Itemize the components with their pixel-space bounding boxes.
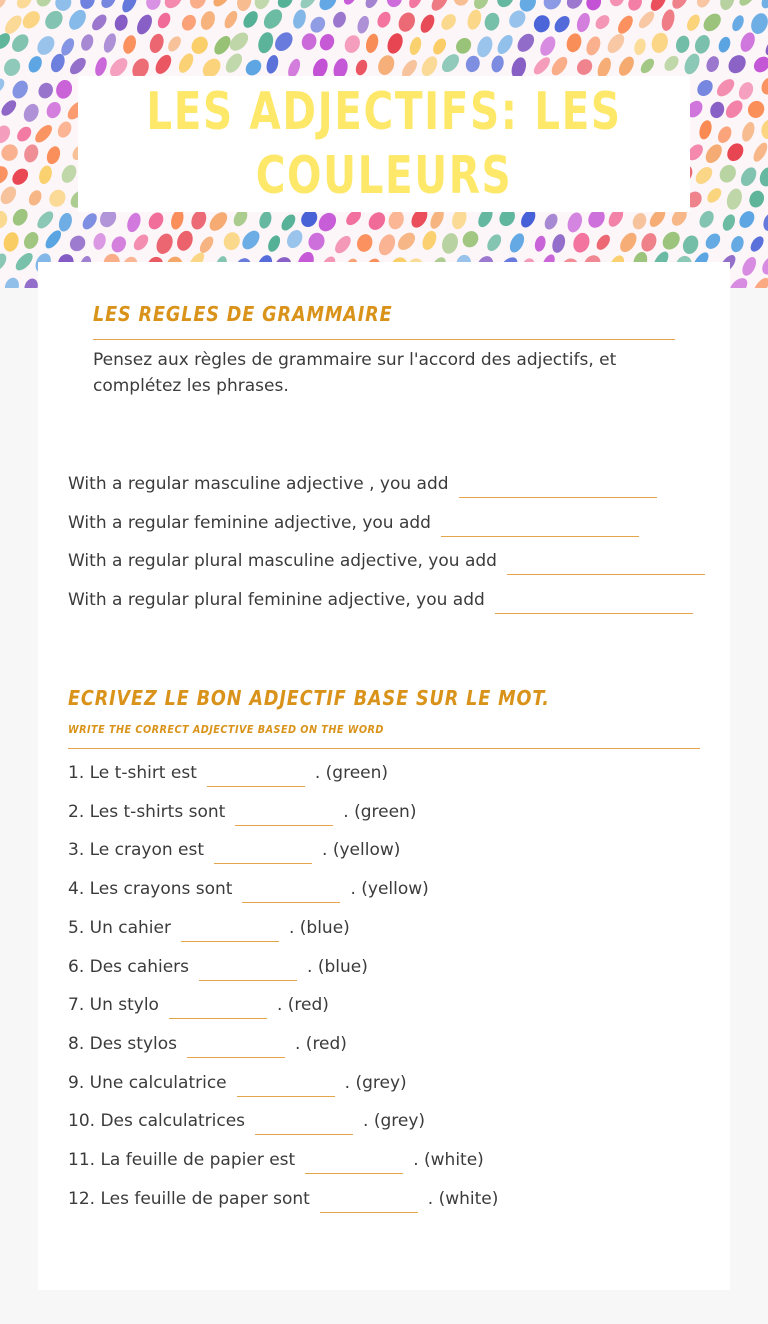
paint-dot — [565, 210, 585, 234]
paint-dot — [365, 209, 388, 233]
paint-dot — [45, 144, 63, 166]
rule-text: With a regular masculine adjective , you add — [68, 474, 449, 494]
paint-dot — [607, 0, 626, 8]
question-row — [68, 953, 368, 981]
paint-dot — [265, 54, 281, 75]
paint-dot — [113, 13, 130, 33]
paint-dot — [78, 0, 97, 11]
rule-text: With a regular plural masculine adjective, you add — [68, 551, 497, 571]
paint-dot — [669, 0, 691, 12]
question-prompt: 2. Les t-shirts sont — [68, 801, 226, 822]
question-prompt: 11. La feuille de papier est — [68, 1150, 296, 1170]
paint-dot — [748, 234, 766, 254]
paint-dot — [34, 33, 58, 58]
paint-dot — [271, 29, 296, 55]
paint-dot — [692, 164, 715, 187]
paint-dot — [533, 235, 547, 253]
answer-blank[interactable] — [459, 475, 657, 498]
paint-dot — [494, 0, 517, 10]
question-prompt: 1. Le t-shirt est — [68, 763, 197, 783]
color-hint: . (yellow) — [322, 840, 401, 861]
paint-dot — [260, 6, 286, 32]
color-hint: . (blue) — [288, 917, 350, 938]
paint-dot — [10, 206, 31, 228]
paint-dot — [121, 34, 138, 56]
paint-dot — [453, 35, 474, 57]
paint-dot — [341, 0, 358, 7]
paint-dot — [385, 31, 406, 56]
paint-dot — [724, 187, 744, 212]
paint-dot — [630, 211, 648, 231]
paint-dot — [617, 230, 640, 255]
paint-dot — [483, 11, 502, 32]
answer-blank[interactable] — [214, 841, 312, 864]
paint-dot — [682, 51, 703, 76]
paint-dot — [745, 98, 767, 121]
paint-dot — [419, 54, 441, 79]
paint-dot — [385, 0, 405, 9]
paint-dot — [89, 12, 109, 33]
paint-dot — [279, 212, 298, 233]
paint-dot — [375, 10, 393, 30]
paint-dot — [179, 12, 198, 33]
question-prompt: 6. Des cahiers — [68, 956, 190, 977]
paint-dot — [354, 232, 374, 254]
paint-dot — [531, 13, 552, 35]
paint-dot — [222, 51, 245, 76]
paint-dot — [717, 35, 733, 54]
paint-dot — [751, 53, 768, 75]
paint-dot — [697, 119, 713, 141]
paint-dot — [109, 234, 129, 255]
color-hint: . (yellow) — [350, 879, 429, 900]
paint-dot — [331, 10, 348, 30]
paint-dot — [459, 228, 481, 251]
paint-dot — [187, 0, 209, 11]
paint-dot — [57, 211, 75, 233]
paint-dot — [59, 162, 80, 185]
paint-dot — [564, 31, 583, 54]
paint-dot — [474, 34, 495, 59]
paint-dot — [638, 231, 659, 254]
paint-dot — [165, 34, 183, 54]
answer-blank[interactable] — [255, 1112, 353, 1135]
paint-dot — [761, 212, 768, 233]
paint-dot — [716, 162, 739, 186]
paint-dot — [537, 34, 558, 58]
paint-dot — [428, 0, 451, 14]
paint-dot — [704, 54, 721, 74]
paint-dot — [540, 0, 565, 13]
paint-dot — [395, 229, 419, 253]
paint-dot — [684, 12, 702, 33]
paint-dot — [13, 250, 36, 273]
paint-dot — [757, 165, 768, 189]
paint-dot — [626, 0, 645, 13]
paint-dot — [9, 78, 31, 101]
paint-dot — [465, 8, 483, 31]
paint-dot — [67, 55, 89, 77]
paint-dot — [636, 9, 657, 31]
question-row — [68, 991, 329, 1019]
paint-dot — [494, 32, 515, 56]
question-prompt: 9. Une calculatrice — [68, 1072, 227, 1093]
paint-dot — [729, 234, 746, 254]
paint-dot — [418, 12, 437, 35]
color-hint: . (red) — [276, 995, 329, 1016]
paint-dot — [342, 33, 363, 56]
paint-dot — [275, 0, 296, 11]
rule-text: With a regular plural feminine adjective, you add — [68, 590, 485, 610]
paint-dot — [161, 0, 185, 11]
paint-dot — [9, 31, 32, 55]
paint-dot — [730, 13, 746, 32]
color-hint: . (red) — [295, 1033, 347, 1054]
paint-dot — [718, 0, 737, 12]
paint-dot — [1, 230, 21, 253]
answer-blank[interactable] — [305, 1151, 403, 1174]
paint-dot — [92, 232, 108, 252]
paint-dot — [332, 233, 354, 256]
color-hint: . (grey) — [344, 1072, 407, 1093]
paint-dot — [98, 0, 118, 11]
paint-dot — [507, 231, 527, 255]
paint-dot — [736, 80, 756, 102]
paint-dot — [256, 30, 276, 55]
paint-dot — [222, 9, 240, 30]
paint-dot — [680, 233, 701, 256]
paint-dot — [659, 228, 683, 253]
answer-blank[interactable] — [187, 1035, 285, 1058]
paint-dot — [633, 37, 648, 56]
question-row — [68, 1185, 498, 1213]
paint-dot — [134, 12, 155, 37]
paint-dot — [408, 36, 424, 57]
paint-dot — [307, 14, 328, 36]
color-hint: . (blue) — [307, 956, 368, 977]
question-row — [68, 759, 388, 787]
paint-dot — [407, 0, 425, 10]
paint-dot — [594, 232, 613, 252]
paint-dot — [724, 140, 747, 164]
paint-dot — [300, 31, 319, 52]
paint-dot — [298, 0, 320, 11]
paint-dot — [3, 276, 22, 288]
rule-row — [68, 586, 693, 614]
paint-dot — [21, 230, 41, 252]
paint-dot — [221, 230, 242, 252]
paint-dot — [738, 30, 758, 54]
paint-dot — [574, 56, 596, 78]
paint-dot — [291, 8, 308, 30]
answer-blank[interactable] — [441, 514, 639, 537]
paint-dot — [484, 232, 504, 254]
instructions-text: Pensez aux règles de grammaire sur l'accord des adjectifs, et complétez les phrases. — [93, 350, 617, 396]
paint-dot — [240, 8, 260, 30]
worksheet — [38, 262, 730, 1290]
paint-dot — [705, 185, 724, 205]
paint-dot — [125, 211, 143, 234]
paint-dot — [723, 97, 746, 121]
paint-dot — [284, 227, 306, 251]
section-divider — [93, 339, 675, 340]
paint-dot — [593, 12, 612, 31]
paint-dot — [34, 0, 55, 9]
answer-blank[interactable] — [199, 958, 297, 981]
paint-dot — [438, 11, 459, 32]
paint-dot — [763, 35, 768, 58]
answer-blank[interactable] — [207, 764, 305, 787]
paint-dot — [22, 143, 40, 165]
paint-dot — [0, 209, 9, 230]
paint-dot — [188, 33, 211, 57]
paint-dot — [146, 210, 167, 232]
paint-dot — [364, 32, 380, 54]
question-prompt: 3. Le crayon est — [68, 840, 205, 861]
question-row — [68, 1107, 425, 1135]
answer-blank[interactable] — [495, 591, 693, 614]
paint-dot — [54, 78, 75, 101]
paint-dot — [306, 230, 327, 252]
paint-dot — [697, 208, 717, 230]
paint-dot — [604, 31, 627, 56]
paint-dot — [67, 232, 89, 254]
question-prompt: 7. Un stylo — [68, 995, 159, 1016]
paint-dot — [198, 9, 217, 32]
paint-dot — [0, 0, 9, 11]
paint-dot — [174, 229, 195, 254]
paint-dot — [740, 255, 759, 278]
paint-dot — [431, 36, 449, 56]
question-prompt: 4. Les crayons sont — [68, 879, 233, 900]
paint-dot — [747, 188, 767, 209]
paint-dot — [46, 187, 69, 210]
paint-dot — [649, 31, 670, 55]
paint-dot — [550, 233, 567, 255]
question-prompt: 5. Un cahier — [68, 917, 171, 938]
paint-dot — [714, 76, 738, 100]
paint-dot — [1, 56, 23, 79]
paint-dot — [239, 227, 263, 252]
paint-dot — [317, 32, 336, 53]
paint-dot — [0, 76, 7, 96]
color-hint: . (grey) — [363, 1111, 426, 1132]
answer-blank[interactable] — [235, 803, 333, 826]
paint-dot — [0, 141, 21, 164]
answer-blank[interactable] — [181, 919, 279, 942]
answer-blank[interactable] — [320, 1190, 418, 1213]
paint-dot — [702, 141, 725, 166]
paint-dot — [119, 0, 139, 15]
paint-dot — [363, 0, 381, 10]
paint-dot — [694, 0, 713, 10]
paint-dot — [759, 118, 768, 141]
paint-dot — [44, 100, 63, 121]
paint-dot — [720, 213, 737, 233]
paint-dot — [206, 209, 230, 234]
answer-blank[interactable] — [507, 552, 705, 575]
paint-dot — [395, 10, 418, 35]
paint-dot — [575, 11, 593, 34]
paint-dot — [692, 33, 712, 56]
paint-dot — [21, 101, 42, 124]
paint-dot — [144, 0, 163, 12]
color-hint: . (white) — [413, 1150, 484, 1170]
paint-dot — [235, 0, 254, 13]
paint-dot — [101, 32, 118, 55]
paint-dot — [700, 10, 724, 34]
color-hint: . (white) — [427, 1188, 499, 1209]
paint-dot — [26, 188, 44, 208]
paint-dot — [440, 231, 461, 256]
paint-dot — [197, 234, 216, 255]
paint-dot — [751, 141, 768, 164]
paint-dot — [34, 209, 56, 232]
paint-dot — [152, 52, 174, 77]
answer-blank[interactable] — [242, 880, 340, 903]
paint-dot — [464, 54, 482, 74]
paint-dot — [638, 56, 657, 75]
paint-dot — [542, 212, 560, 232]
paint-dot — [14, 124, 34, 144]
paint-dot — [355, 14, 370, 35]
paint-dot — [674, 34, 691, 55]
paint-dot — [571, 231, 593, 255]
paint-dot — [147, 32, 166, 55]
question-row — [68, 875, 429, 903]
paint-dot — [316, 0, 340, 13]
paint-dot — [80, 211, 100, 232]
paint-dot — [694, 77, 716, 99]
question-row — [68, 914, 350, 942]
paint-dot — [257, 210, 273, 230]
paint-dot — [386, 209, 406, 232]
paint-dot — [471, 0, 491, 12]
paint-dot — [584, 0, 604, 13]
paint-dot — [0, 184, 19, 207]
paint-dot — [751, 275, 768, 288]
paint-dot — [37, 164, 54, 186]
paint-dot — [79, 33, 95, 53]
paint-dot — [564, 0, 586, 12]
paint-dot — [439, 51, 463, 75]
answer-blank[interactable] — [237, 1074, 335, 1097]
question-prompt: 8. Des stylos — [68, 1033, 177, 1054]
question-row — [68, 1030, 347, 1058]
paint-dot — [153, 231, 175, 256]
paint-dot — [490, 54, 506, 74]
paint-dot — [131, 232, 151, 253]
paint-dot — [55, 119, 74, 140]
rule-row — [68, 470, 657, 498]
paint-dot — [0, 98, 19, 119]
paint-dot — [66, 7, 90, 33]
question-row — [68, 798, 416, 826]
paint-dot — [354, 58, 369, 77]
paint-dot — [737, 0, 759, 8]
paint-dot — [531, 55, 553, 78]
paint-dot — [375, 53, 397, 78]
paint-dot — [615, 13, 636, 36]
title-card — [78, 76, 690, 212]
rule-text: With a regular feminine adjective, you add — [68, 513, 431, 533]
paint-dot — [26, 54, 44, 75]
paint-dot — [514, 31, 537, 55]
paint-dot — [759, 0, 768, 11]
question-prompt: 10. Des calculatrices — [68, 1111, 246, 1132]
paint-dot — [736, 208, 757, 230]
paint-dot — [14, 0, 35, 11]
paint-dot — [584, 34, 603, 57]
paint-dot — [725, 52, 749, 77]
paint-dot — [252, 0, 273, 12]
paint-dot — [155, 11, 172, 31]
paint-dot — [660, 8, 677, 32]
paint-dot — [0, 123, 13, 147]
color-hint: . (green) — [314, 763, 389, 783]
paint-dot — [551, 13, 572, 35]
paint-dot — [19, 8, 43, 32]
question-row — [68, 1069, 407, 1097]
paint-dot — [452, 0, 471, 8]
paint-dot — [616, 54, 637, 78]
section-subheading-exercise: WRITE THE CORRECT ADJECTIVE BASED ON THE WORD — [68, 723, 384, 736]
paint-dot — [715, 124, 734, 145]
answer-blank[interactable] — [169, 996, 267, 1019]
page-title: LES ADJECTIFS: LES COULEURS — [146, 82, 622, 206]
paint-dot — [93, 56, 109, 78]
question-row — [68, 836, 400, 864]
paint-dot — [0, 251, 9, 274]
paint-dot — [176, 51, 196, 75]
section-heading-grammar: LES REGLES DE GRAMMAIRE — [93, 302, 393, 326]
paint-dot — [740, 120, 757, 143]
rule-row — [68, 509, 639, 537]
paint-dot — [420, 229, 439, 252]
paint-dot — [759, 254, 768, 278]
paint-dot — [662, 53, 682, 73]
paint-dot — [266, 234, 283, 254]
color-hint: . (green) — [343, 801, 417, 822]
paint-dot — [703, 231, 723, 252]
section-divider — [68, 748, 700, 749]
rule-row — [68, 547, 705, 575]
paint-dot — [0, 163, 11, 188]
paint-dot — [708, 100, 726, 120]
question-prompt: 12. Les feuille de paper sont — [68, 1188, 310, 1209]
paint-dot — [758, 74, 768, 97]
paint-dot — [9, 165, 31, 187]
paint-dot — [738, 165, 760, 189]
question-row — [68, 1146, 484, 1174]
paint-dot — [315, 209, 340, 234]
paint-dot — [549, 54, 571, 78]
paint-dot — [36, 80, 56, 101]
paint-dot — [210, 0, 232, 9]
paint-dot — [42, 7, 67, 32]
paint-dot — [376, 232, 399, 258]
paint-dot — [32, 122, 55, 145]
paint-dot — [43, 228, 64, 251]
section-heading-exercise: ECRIVEZ LE BON ADJECTIF BASE SUR LE MOT. — [68, 686, 550, 710]
